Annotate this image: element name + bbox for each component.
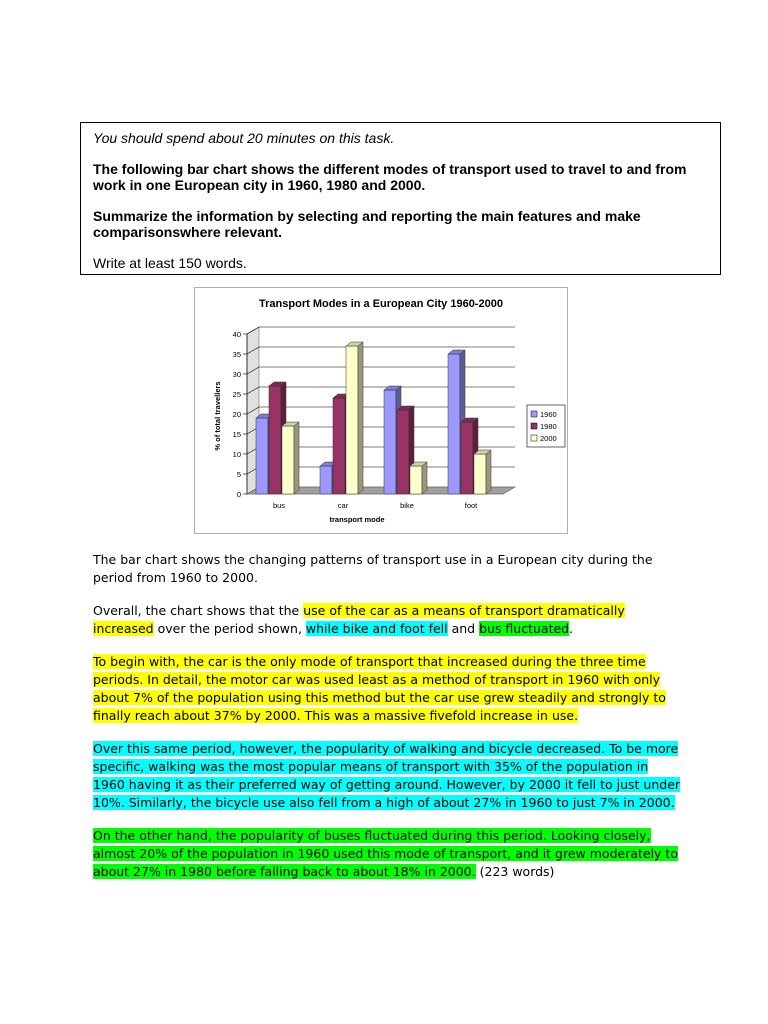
legend-label-1980: 1980 <box>540 422 557 431</box>
overview-text: over the period shown, <box>153 621 306 636</box>
bar-foot-1960 <box>448 354 460 494</box>
essay-overview-paragraph <box>93 602 683 638</box>
essay <box>93 551 683 896</box>
task-intro: You should spend about 20 minutes on this task. <box>93 130 395 146</box>
essay-car-paragraph <box>93 653 683 725</box>
y-tick-label: 25 <box>232 390 241 399</box>
legend-label-1960: 1960 <box>540 410 557 419</box>
bar-car-1960 <box>320 466 332 494</box>
y-tick-label: 35 <box>232 350 241 359</box>
bar-car-1980 <box>333 398 345 494</box>
x-axis-label: transport mode <box>329 515 385 524</box>
overview-car-highlight: use of the car as a means of transport dramatically increased <box>93 603 625 636</box>
bar-bus-1960 <box>256 418 268 494</box>
y-tick-label: 20 <box>232 410 241 419</box>
bar-side-bike-2000 <box>422 462 427 494</box>
word-count: (223 words) <box>479 864 555 879</box>
overview-text: and <box>447 621 480 636</box>
x-tick-label: foot <box>464 501 478 510</box>
bar-bike-1960 <box>384 390 396 494</box>
legend-swatch-2000 <box>531 435 537 441</box>
x-tick-label: bike <box>400 501 414 510</box>
y-tick-label: 40 <box>232 330 241 339</box>
bar-bike-1980 <box>397 410 409 494</box>
overview-text: Overall, the chart shows that the <box>93 603 304 618</box>
chart-title: Transport Modes in a European City 1960-2000 <box>259 298 503 310</box>
bar-bus-2000 <box>282 426 294 494</box>
task-word-requirement: Write at least 150 words. <box>93 255 247 271</box>
car-paragraph-text: To begin with, the car is the only mode of transport that increased during the three time periods. In detail, the motor car was used least as a method of transport in 1960 with only about 7% of the population using this method but the car use grew steadily and strongly to finally reach about 37% by 2000. This was a massive fivefold increase in use. <box>93 654 666 723</box>
overview-text: . <box>569 621 574 636</box>
y-tick-label: 0 <box>236 490 241 499</box>
legend-label-2000: 2000 <box>540 434 557 443</box>
x-tick-label: car <box>337 501 349 510</box>
task-description: The following bar chart shows the different modes of transport used to travel to and from work in one European city in 1960, 1980 and 2000. <box>93 161 687 193</box>
bar-bike-2000 <box>410 466 422 494</box>
y-tick-label: 10 <box>232 450 241 459</box>
bar-side-car-2000 <box>358 342 363 494</box>
task-prompt-box <box>80 122 721 275</box>
y-axis-label: % of total travellers <box>213 381 222 451</box>
bar-chart <box>195 288 567 533</box>
task-instruction: Summarize the information by selecting and reporting the main features and make comparisonswhere relevant. <box>93 208 641 240</box>
walk-bike-paragraph-text: Over this same period, however, the popularity of walking and bicycle decreased. To be more specific, walking was the most popular means of transport with 35% of the population in 1960 having it as their preferred way of getting around. However, by 2000 it fell to just under 10%. Similarly, the bicycle use also fell from a high of about 27% in 1960 to just 7% in 2000. <box>93 741 681 810</box>
y-tick-label: 15 <box>232 430 241 439</box>
essay-intro-paragraph: The bar chart shows the changing patterns of transport use in a European city during the period from 1960 to 2000. <box>93 552 653 585</box>
x-tick-label: bus <box>272 501 286 510</box>
overview-bus-highlight: bus fluctuated <box>479 621 570 636</box>
y-tick-label: 5 <box>236 470 241 479</box>
bar-foot-2000 <box>474 454 486 494</box>
bar-bus-1980 <box>269 386 281 494</box>
bar-car-2000 <box>346 346 358 494</box>
legend-swatch-1980 <box>531 423 537 429</box>
chart-frame <box>194 287 568 534</box>
bar-foot-1980 <box>461 422 473 494</box>
overview-bike-foot-highlight: while bike and foot fell <box>305 621 448 636</box>
bar-side-bus-2000 <box>294 422 299 494</box>
y-tick-label: 30 <box>232 370 241 379</box>
bar-side-foot-2000 <box>486 450 491 494</box>
legend-swatch-1960 <box>531 411 537 417</box>
essay-bus-paragraph <box>93 827 683 881</box>
essay-walk-bike-paragraph <box>93 740 683 812</box>
bus-paragraph-text: On the other hand, the popularity of buses fluctuated during this period. Looking closely, almost 20% of the population in 1960 used this mode of transport, and it grew moderately to about 27% in 1980 before falling back to about 18% in 2000. <box>93 828 678 879</box>
